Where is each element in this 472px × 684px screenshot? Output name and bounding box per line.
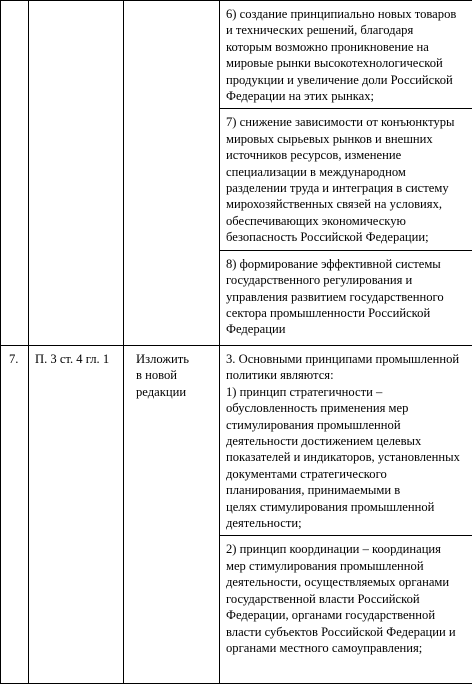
list-item-6: 6) создание принципиально новых товаров и технических решений, благодаря которым возможно проникновение на мировые рынки высокотехнологической продукции и увеличение доли Российской Федерации на этих рынках; [220,1,472,108]
list-item-8: 8) формирование эффективной системы государственного регулирования и управления развитием государственного сектора промышленности Российской Федерации [220,250,472,342]
cell-reference [29,346,124,684]
cell-number-empty [1,1,29,346]
table-row-7 [1,346,472,684]
table-row-continued [1,1,472,346]
list-item-7: 7) снижение зависимости от конъюнктуры мировых сырьевых рынков и внешних источников ресурсов, изменение специализации в международном разделении труда и интеграция в систему мирохозяйственных связей на условиях, обеспечивающих экономическую безопасность Российской Федерации; [220,108,472,249]
cell-text-continued [220,1,472,346]
row-number: 7. [1,346,28,367]
cell-action-empty [124,1,220,346]
cell-reference-empty [29,1,124,346]
row-reference: П. 3 ст. 4 гл. 1 [29,346,123,369]
paragraph-principles: 3. Основными принципами промышленной политики являются: 1) принцип стратегичности – обусловленность применения мер стимулирования промышленной деятельности достижением целевых показателей и индикаторов, установленных документами стратегического планирования, принимаемыми в целях стимулирования промышленной деятельности; [220,346,472,535]
cell-number [1,346,29,684]
cell-text [220,346,472,684]
cell-action [124,346,220,684]
paragraph-coordination: 2) принцип координации – координация мер стимулирования промышленной деятельности, осуществляемых органами государственной власти Российской Федерации, органами государственной власти субъектов Российской Федерации и органами местного самоуправления; [220,535,472,660]
row-action: Изложить в новой редакции [124,346,219,402]
